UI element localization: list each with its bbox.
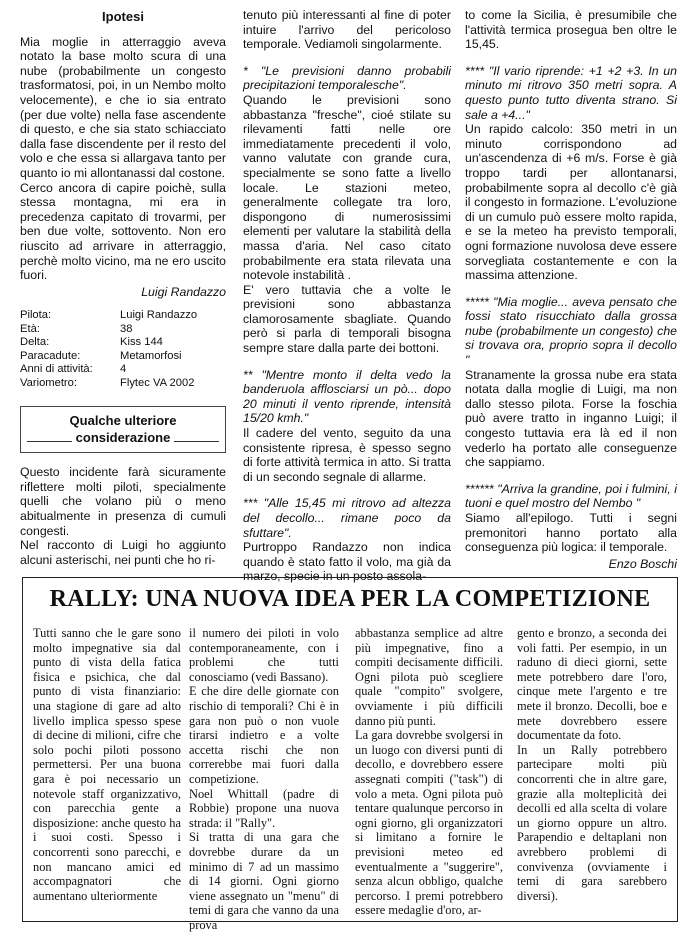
info-label: Età: xyxy=(20,322,40,335)
paragraph: E' vero tuttavia che a volte le previsioni sono abbastanza clamorosamente sbagliate. Quando però si parla di temporali bisogna sempre stare dalla parte dei bottoni. xyxy=(243,282,451,356)
paragraph: Questo incidente farà sicuramente riflettere molti piloti, specialmente quelli che volano più o meno abitualmente in presenza di cumuli congesti. xyxy=(20,465,226,538)
paragraph: Noel Whittall (padre di Robbie) propone una nuova strada: il "Rally". xyxy=(189,786,339,830)
quoted-paragraph: * "Le previsioni danno probabili precipitazioni temporalesche". xyxy=(243,63,451,93)
paragraph: In un Rally potrebbero partecipare molti più concorrenti che in altre gare, grazie alla molteplicità dei decolli ed alla scelta di volare un giorno oppure un altro. Parapendio e deltaplani non avrebbero problemi di convivenza (ovviamente i temi di gara sarebbero diversi). xyxy=(517,742,667,903)
info-value: 4 xyxy=(120,363,127,376)
info-label: Delta: xyxy=(20,336,50,349)
column-2 xyxy=(243,8,451,584)
info-value: Flytec VA 2002 xyxy=(120,376,195,389)
author-signature: Enzo Boschi xyxy=(608,556,677,571)
paragraph: Mia moglie in atterraggio aveva notato la base molto scura di una nube (probabilmente un congesto trasformatosi, poi, in un Nembo molto velocemente), e che io sia entrato (per due volte) nella fase ascendente di questo, e che sia stato schiacciato dalla fase discendente per il resto del volo e che essa si allargava tanto per quanto io mi allontanassi dal costone. xyxy=(20,34,226,180)
subsection-heading-line1: Qualche ulteriore xyxy=(69,413,177,429)
rally-article-box xyxy=(22,577,678,932)
author-signature: Luigi Randazzo xyxy=(141,284,226,299)
info-label: Paracadute: xyxy=(20,349,81,362)
info-value: 38 xyxy=(120,322,133,335)
rally-article-title: RALLY: UNA NUOVA IDEA PER LA COMPETIZIONE xyxy=(49,586,651,612)
paragraph: La gara dovrebbe svolgersi in un luogo con diversi punti di decollo, e dovrebbero essere assegnati compiti ("task") di volo a meta. Ogni pilota può tentare qualunque percorso in ogni giorno, gli organizzatori si limitano a fornire le previsioni meteo ed eventualmente a "suggerire", senza alcun obbligo, qualche percorso. I premi potrebbero essere medaglie d'oro, ar- xyxy=(355,728,503,918)
spacer xyxy=(465,283,677,295)
spacer xyxy=(465,52,677,64)
paragraph: Purtroppo Randazzo non indica quando è stato fatto il volo, ma già da marzo, specie in un posto assola- xyxy=(243,540,451,584)
paragraph: E che dire delle giornate con rischio di temporali? Chi è in gara non può o non vuole tirarsi indietro e a volte accetta rischi che non correrebbe mai fuori dalla competizione. xyxy=(189,684,339,786)
quoted-paragraph: ** "Mentre monto il delta vedo la banderuola afflosciarsi un pò... dopo 20 minuti il vento riprende, intensità 15/20 kmh." xyxy=(243,367,451,426)
paragraph: Siamo all'epilogo. Tutti i segni premonitori hanno portato alla conseguenza più logica: il temporale. xyxy=(465,511,677,555)
info-row xyxy=(20,350,220,364)
column-3 xyxy=(465,8,677,571)
info-row xyxy=(20,309,220,323)
info-label: Variometro: xyxy=(20,376,77,389)
info-row xyxy=(20,363,220,377)
info-label: Anni di attività: xyxy=(20,363,93,376)
info-value: Metamorfosi xyxy=(120,349,182,362)
paragraph: to come la Sicilia, è presumibile che l'attività termica prosegua ben oltre le 15,45. xyxy=(465,8,677,52)
paragraph: Si tratta di una gara che dovrebbe durare da un minimo di 7 ad un massimo di 14 giorni. Ogni giorno viene assegnato un "menu" di temi di gara che vanno da una prova xyxy=(189,830,339,932)
heading-rule-right xyxy=(174,433,219,442)
rally-column-4 xyxy=(517,626,667,903)
info-row xyxy=(20,323,220,337)
spacer xyxy=(465,470,677,482)
info-value: Kiss 144 xyxy=(120,336,163,349)
quoted-paragraph: ***** "Mia moglie... aveva pensato che fossi stato risucchiato dalla grossa nube (probabilmente un congesto) che si trovava ora, proprio sopra il decollo " xyxy=(465,294,677,368)
spacer xyxy=(243,52,451,64)
heading-rule-left xyxy=(27,433,72,442)
subsection-heading-box xyxy=(20,406,226,453)
spacer xyxy=(243,484,451,496)
paragraph: Nel racconto di Luigi ho aggiunto alcuni asterischi, nei punti che ho ri- xyxy=(20,538,226,567)
info-label: Pilota: xyxy=(20,309,52,322)
paragraph: abbastanza semplice ad altre più impegnative, fino a compiti decisamente difficili. Ogni pilota può scegliere quale "compito" svolgere, ovviamente i più difficili danno più punti. xyxy=(355,626,503,728)
paragraph: Il cadere del vento, seguito da una consistente ripresa, è spesso segno di forte attività termica in atto. Si tratta di un secondo segnale di allarme. xyxy=(243,426,451,484)
column-1 xyxy=(20,8,226,567)
spacer xyxy=(243,356,451,368)
rally-column-1 xyxy=(33,626,181,903)
paragraph: Tutti sanno che le gare sono molto impegnative sia dal punto di vista della fatica fisica e psichica, che dal punto di vista finanziario: una stagione di gare ad alto livello implica spesso spese di decine di milioni, cifre che solo pochi piloti possono permettersi. Per una buona gara è poi necessario un notevole staff organizzativo, con parecchia gente a disposizione: anche questo ha i suoi costi. Spesso i concorrenti sono parecchi, e non mancano amici ed accompagnatori che aumentano ulteriormente xyxy=(33,626,181,903)
quoted-paragraph: **** "Il vario riprende: +1 +2 +3. In un minuto mi ritrovo 350 metri sopra. A questo punto tutto diventa strano. Si sale a +4..." xyxy=(465,63,677,122)
paragraph: il numero dei piloti in volo contemporaneamente, con i problemi che tutti conosciamo (vedi Bassano). xyxy=(189,626,339,684)
paragraph: Un rapido calcolo: 350 metri in un minuto corrispondono ad un'ascendenza di +6 m/s. Forse è già troppo tardi per allontanarsi, probabilmente sopra al decollo c'è già il congesto in formazione. L'evoluzione di un cumulo può essere molto rapida, e se la meteo ha previsto temporali, ogni formazione nuvolosa deve essere sorvegliata costantemente e con la massima attenzione. xyxy=(465,122,677,283)
paragraph: Stranamente la grossa nube era stata notata dalla moglie di Luigi, ma non dallo stesso pilota. Forse la foschia può avere tratto in inganno Luigi; il congesto tuttavia era là ed il non vederlo ha portato alle conseguenze che sappiamo. xyxy=(465,367,677,470)
subsection-heading-line2: considerazione xyxy=(75,430,171,446)
info-row xyxy=(20,377,220,391)
paragraph: tenuto più interessanti al fine di poter intuire l'arrivo del pericoloso temporale. Vediamoli singolarmente. xyxy=(243,8,451,52)
pilot-info-table xyxy=(20,309,220,390)
paragraph: gento e bronzo, a seconda dei voli fatti. Per esempio, in un raduno di dieci giorni, sette mete potrebbero dare l'oro, cinque mete l'argento e tre mete il bronzo. Decolli, boe e mete dovrebbero essere documentate da foto. xyxy=(517,626,667,743)
paragraph: Quando le previsioni sono abbastanza "fresche", cioé stilate su rilevamenti fatti nelle ore immediatamente precedenti il volo, vanno valutate con grande cura, specialmente se sono fatte a livello locale. Le stazioni meteo, generalmente collegate tra loro, dispongono di numerosissimi elementi per valutare la stabilità della massa d'aria. Nel caso citato probabilmente era stata rilevata una notevole instabilità . xyxy=(243,92,451,283)
paragraph: Cerco ancora di capire poichè, sulla stessa montagna, mi era in precedenza capitato di trovarmi, per ben due volte, sottovento. Non ero riuscito ad arrivare in atterraggio, perchè molto vicino, ma ne ero uscito fuori. xyxy=(20,180,226,283)
quoted-paragraph: *** "Alle 15,45 mi ritrovo ad altezza del decollo... rimane poco da sfuttare". xyxy=(243,496,451,540)
info-row xyxy=(20,336,220,350)
rally-column-3 xyxy=(355,626,503,918)
info-value: Luigi Randazzo xyxy=(120,309,198,322)
subsection-heading-line2-wrap xyxy=(27,429,219,446)
section-heading-ipotesi: Ipotesi xyxy=(102,9,144,24)
quoted-paragraph: ****** "Arriva la grandine, poi i fulmini, i tuoni e quel mostro del Nembo " xyxy=(465,481,677,511)
rally-column-2 xyxy=(189,626,339,932)
